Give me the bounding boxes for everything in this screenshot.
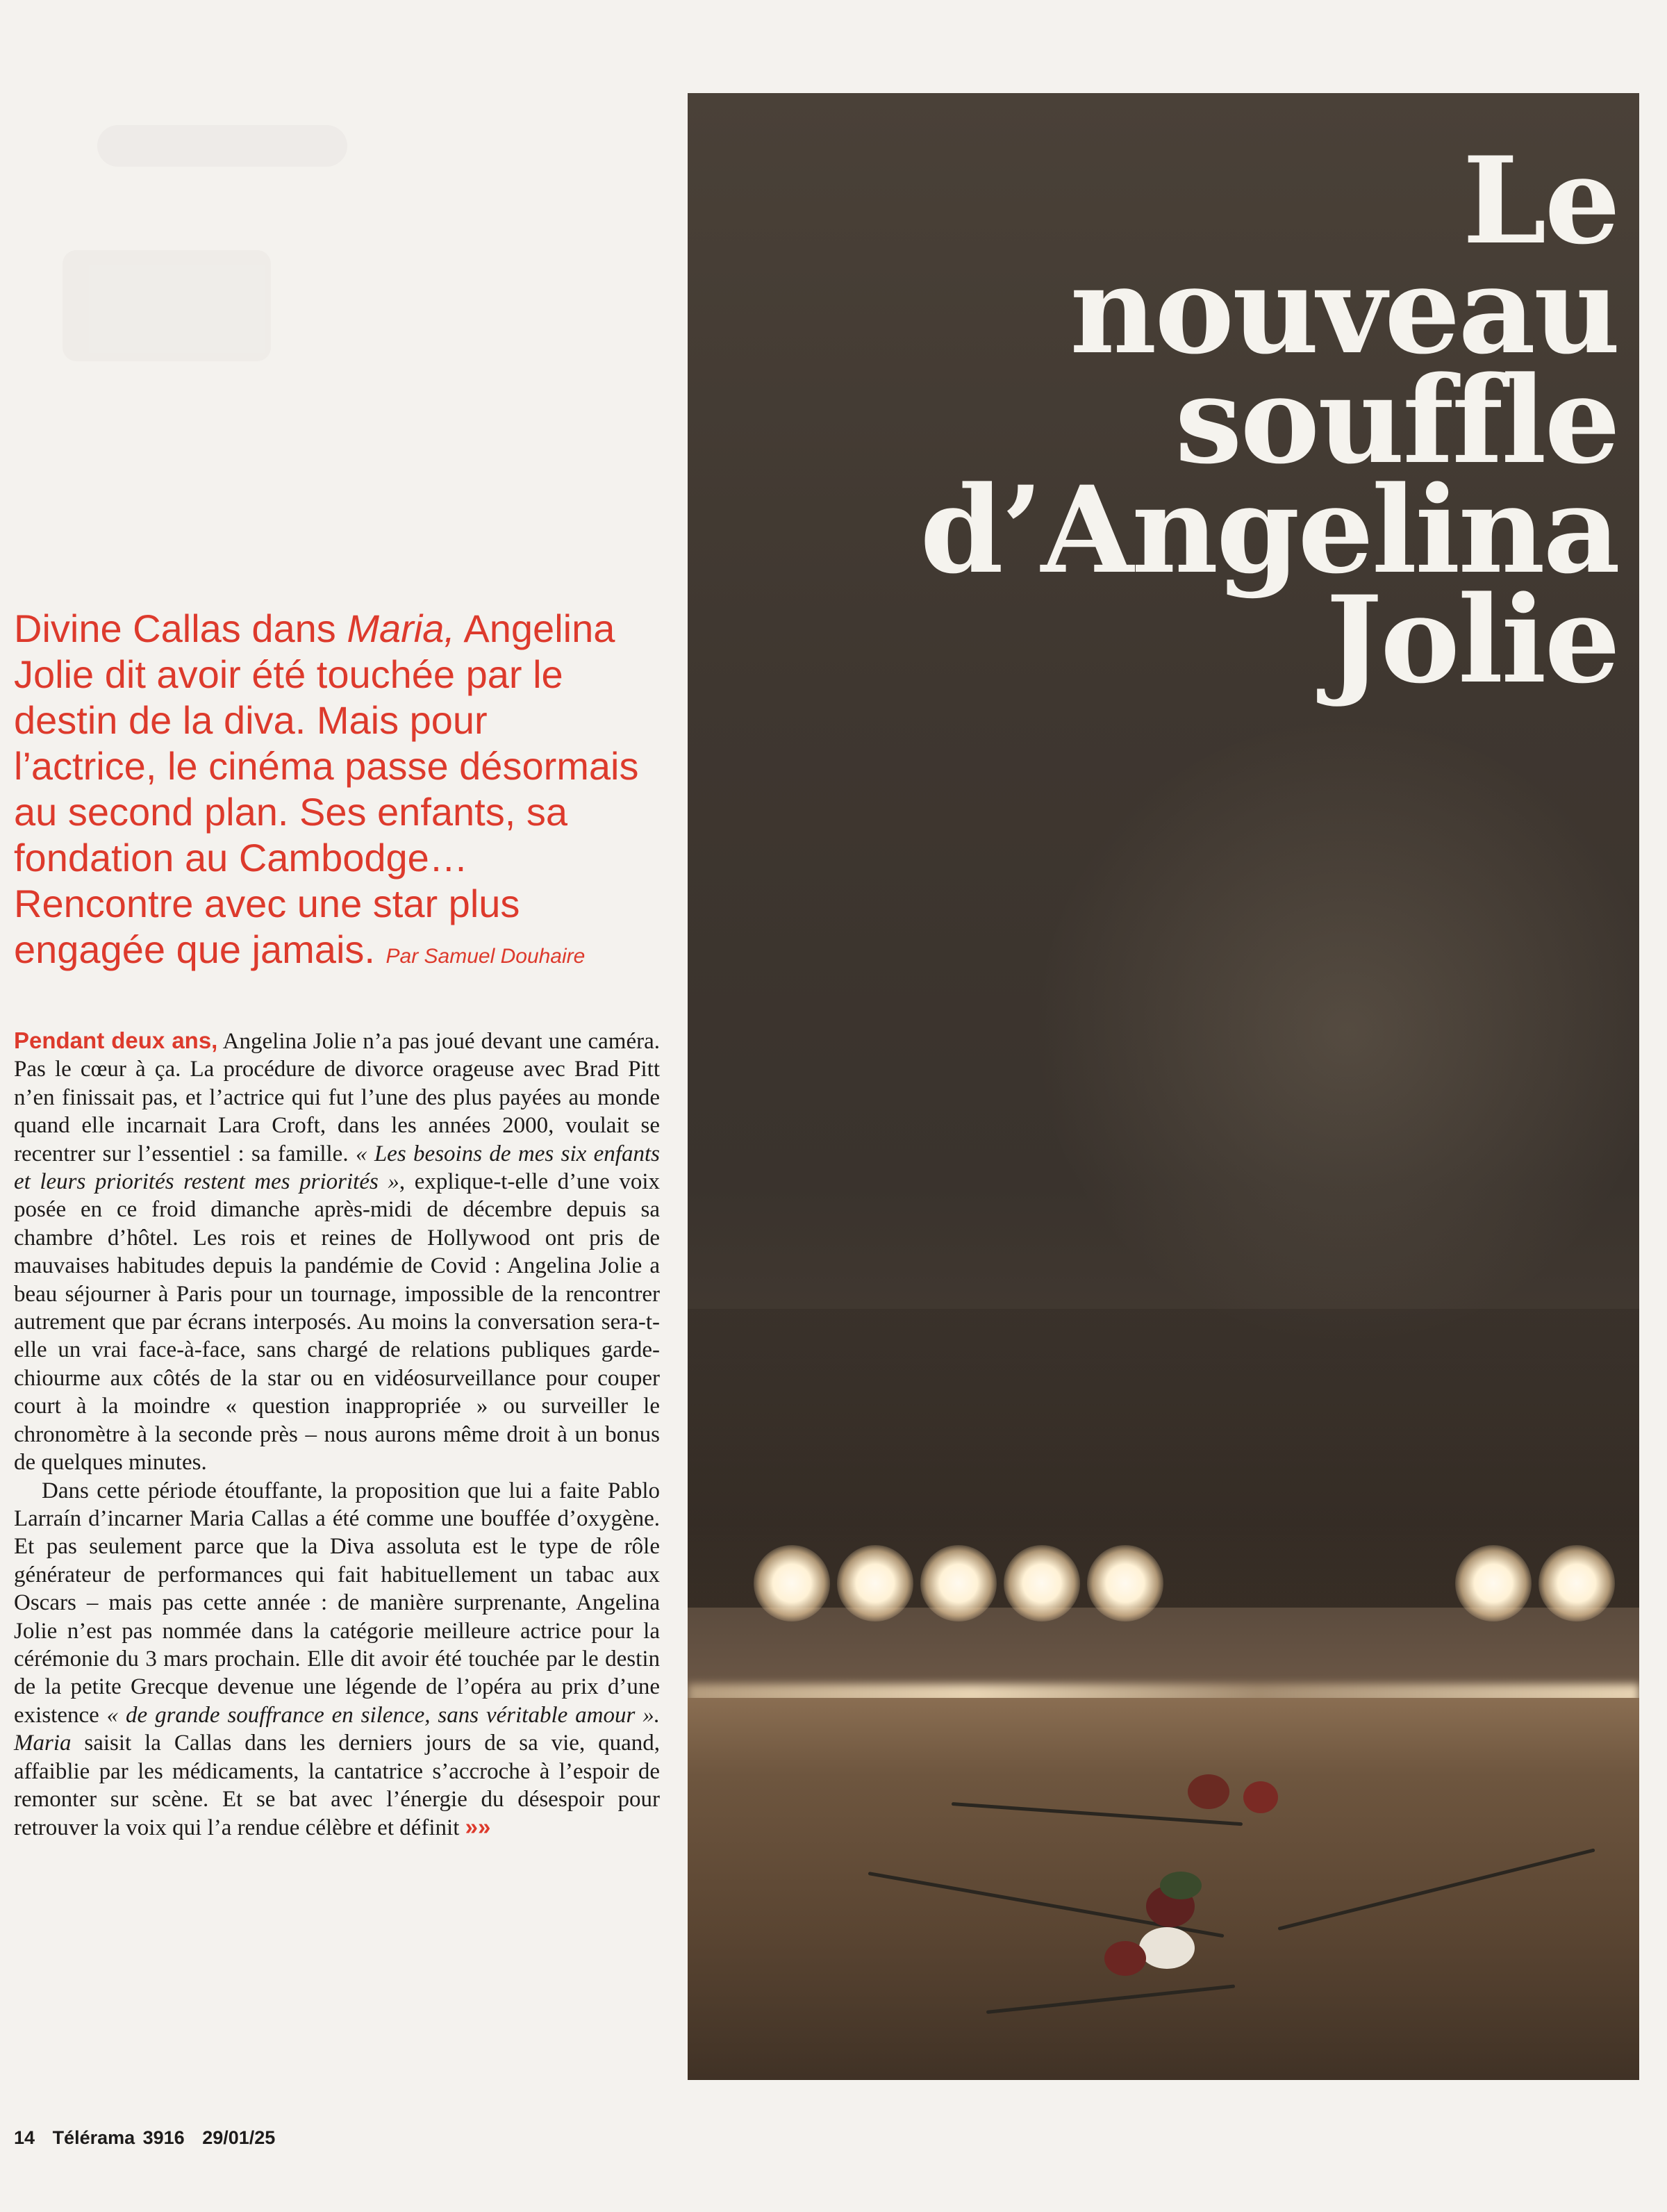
magazine-issue: Télérama 3916 — [52, 2127, 185, 2148]
headline-line: nouveau — [1070, 240, 1618, 381]
byline: Par Samuel Douhaire — [385, 945, 586, 968]
article-paragraph — [14, 1027, 660, 1477]
stage-light — [920, 1545, 997, 1621]
headline-line: Jolie — [1325, 569, 1618, 710]
headline — [736, 130, 1618, 710]
paragraph-text: Dans cette période étouffante, la proposition que lui a faite Pablo Larraín d’incarner Maria Callas a été comme une bouffée d’oxygène. Et pas seulement parce que la Diva assoluta est le type de rôle générateur de performances qui fait habituellement un tabac aux Oscars – mais pas cette année : de manière surprenante, Angelina Jolie n’est pas nommée dans la catégorie meilleure actrice pour la cérémonie du 3 mars prochain. Elle dit avoir été touchée par le destin de la petite Grecque devenue une légende de l’opéra au prix d’une existence — [14, 1478, 660, 1728]
headline-line: Le — [1462, 130, 1618, 271]
standfirst-text: Divine Callas dans — [14, 606, 347, 650]
lead-in: Pendant deux ans, — [14, 1027, 218, 1053]
stage-light — [1539, 1545, 1615, 1621]
page-footer — [14, 2127, 285, 2149]
standfirst-text: Angelina Jolie dit avoir été touchée par le destin de la diva. Mais pour l’actrice, le cinéma passe désormais au second plan. Ses enfants, sa fondation au Cambodge… Rencontre avec une star plus engagée que jamais. — [14, 606, 639, 971]
article-body — [14, 1027, 660, 1842]
page-number: 14 — [14, 2127, 35, 2148]
headline-line: d’Angelina — [920, 459, 1618, 600]
article-paragraph — [14, 1477, 660, 1842]
rose-flower — [1188, 1774, 1229, 1809]
print-through-shape — [97, 125, 347, 167]
rose-flower — [1139, 1927, 1195, 1969]
stage-light — [1455, 1545, 1532, 1621]
continue-arrow-icon: »» — [465, 1814, 491, 1840]
light-haze — [1035, 718, 1639, 1344]
stage-light — [1004, 1545, 1080, 1621]
rose-flower — [1160, 1872, 1202, 1899]
headline-line: souffle — [1175, 349, 1618, 490]
standfirst — [14, 606, 639, 980]
print-through-shape — [63, 250, 271, 361]
rose-flower — [1104, 1941, 1146, 1976]
paragraph-text: , explique-t-elle d’une voix posée en ce froid dimanche après-midi de décembre depuis sa chambre d’hôtel. Les rois et reines de Hollywood ont pris de mauvaises habitudes depuis la pandémie de Covid : Angelina Jolie a beau séjourner à Paris pour un tournage, impossible de la rencontrer autrement que par écrans interposés. Au moins la conversation sera-t-elle un vrai face-à-face, sans chargé de relations publiques garde-chiourme aux côtés de la star ou en vidéosurveillance pour couper court à la moindre « question inappropriée » ou surveiller le chronomètre à la seconde près – nous aurons même droit à un bonus de quelques minutes. — [14, 1169, 660, 1476]
film-title: Maria, — [347, 606, 455, 650]
issue-date: 29/01/25 — [202, 2127, 276, 2148]
quote: « de grande souffrance en silence, sans véritable amour ». — [106, 1702, 660, 1728]
stage-light — [1087, 1545, 1163, 1621]
stage-light — [837, 1545, 913, 1621]
rose-flower — [1243, 1781, 1278, 1813]
stage-light — [754, 1545, 830, 1621]
quote: « Les besoins de mes six enfants et leurs priorités restent mes priorités » — [14, 1141, 660, 1195]
film-title: Maria — [14, 1731, 72, 1756]
paragraph-text: saisit la Callas dans les derniers jours de sa vie, quand, affaiblie par les médicaments, la cantatrice s’accroche à l’espoir de remonter sur scène. Et se bat avec l’énergie du désespoir pour retrouver la voix qui l’a rendue célèbre et définit — [14, 1731, 660, 1841]
paragraph-text: Angelina Jolie n’a pas joué devant une caméra. Pas le cœur à ça. La procédure de divorce orageuse avec Brad Pitt n’en finissait pas, et l’actrice qui fut l’une des plus payées au monde quand elle incarnait Lara Croft, dans les années 2000, voulait se recentrer sur l’essentiel : sa famille. — [14, 1029, 660, 1166]
